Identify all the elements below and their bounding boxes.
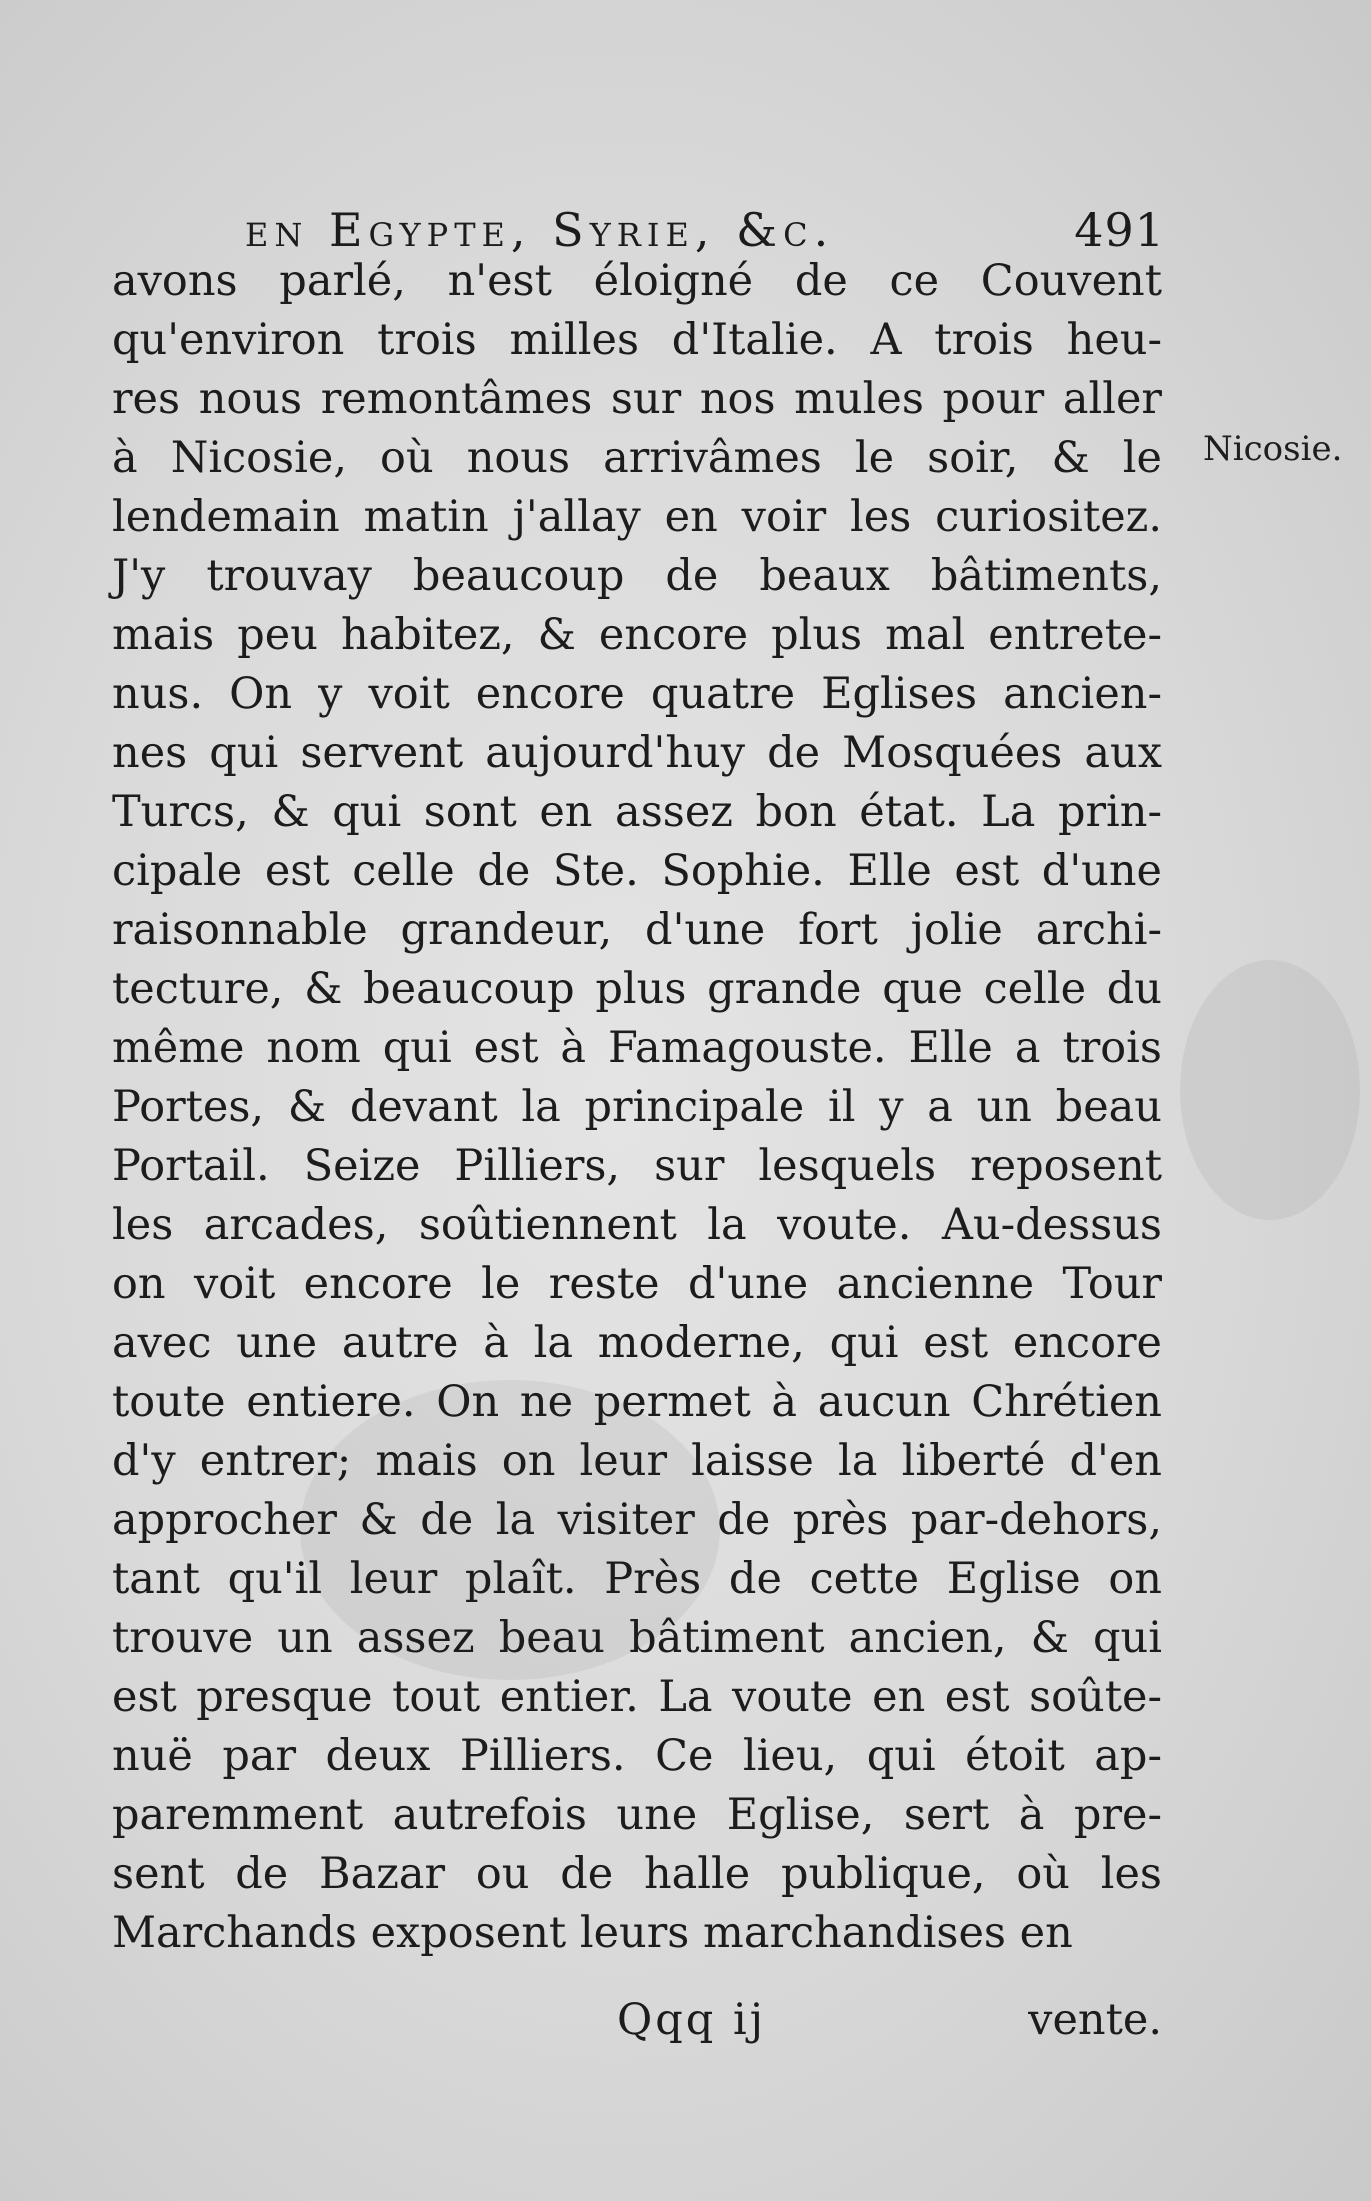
text-line: nes qui servent aujourd'huy de Mosquées aux <box>112 728 1162 778</box>
margin-note: Nicosie. <box>1203 429 1343 469</box>
running-head <box>245 200 1165 260</box>
text-line: toute entiere. On ne permet à aucun Chrétien <box>112 1377 1162 1427</box>
text-line: trouve un assez beau bâtiment ancien, & qui <box>112 1613 1162 1663</box>
text-line: raisonnable grandeur, d'une fort jolie archi- <box>112 905 1162 955</box>
text-line: paremment autrefois une Eglise, sert à pre- <box>112 1790 1162 1840</box>
text-line: sent de Bazar ou de halle publique, où les <box>112 1849 1162 1899</box>
text-line: Marchands exposent leurs marchandises en <box>112 1908 1073 1958</box>
page-footer <box>112 1990 1162 2050</box>
text-line: mais peu habitez, & encore plus mal entrete- <box>112 610 1162 660</box>
text-line: on voit encore le reste d'une ancienne Tour <box>112 1259 1162 1309</box>
text-line: tant qu'il leur plaît. Près de cette Eglise on <box>112 1554 1162 1604</box>
text-line: nus. On y voit encore quatre Eglises ancien- <box>112 669 1162 719</box>
text-line: même nom qui est à Famagouste. Elle a trois <box>112 1023 1162 1073</box>
text-line: qu'environ trois milles d'Italie. A trois heu- <box>112 315 1162 365</box>
text-line: est presque tout entier. La voute en est soûte- <box>112 1672 1162 1722</box>
text-line: avons parlé, n'est éloigné de ce Couvent <box>112 256 1162 306</box>
text-line: nuë par deux Pilliers. Ce lieu, qui étoit ap- <box>112 1731 1162 1781</box>
text-line: Portes, & devant la principale il y a un beau <box>112 1082 1162 1132</box>
text-line: à Nicosie, où nous arrivâmes le soir, & le <box>112 433 1162 483</box>
text-line: avec une autre à la moderne, qui est encore <box>112 1318 1162 1368</box>
text-line: d'y entrer; mais on leur laisse la liberté d'en <box>112 1436 1162 1486</box>
text-line: tecture, & beaucoup plus grande que celle du <box>112 964 1162 1014</box>
text-line: lendemain matin j'allay en voir les curiositez. <box>112 492 1162 542</box>
text-line: les arcades, soûtiennent la voute. Au-dessus <box>112 1200 1162 1250</box>
text-line: Turcs, & qui sont en assez bon état. La prin- <box>112 787 1162 837</box>
text-line: cipale est celle de Ste. Sophie. Elle est d'une <box>112 846 1162 896</box>
text-line: Portail. Seize Pilliers, sur lesquels reposent <box>112 1141 1162 1191</box>
paper-stain <box>1180 960 1360 1220</box>
running-head-title: en Egypte, Syrie, &c. <box>245 203 835 257</box>
text-line: approcher & de la visiter de près par-dehors, <box>112 1495 1162 1545</box>
page-number: 491 <box>1074 203 1165 257</box>
text-line: res nous remontâmes sur nos mules pour aller <box>112 374 1162 424</box>
catchword: vente. <box>1028 1995 1162 2045</box>
text-line: J'y trouvay beaucoup de beaux bâtiments, <box>112 551 1162 601</box>
signature-mark: Qqq ij <box>617 1995 767 2045</box>
